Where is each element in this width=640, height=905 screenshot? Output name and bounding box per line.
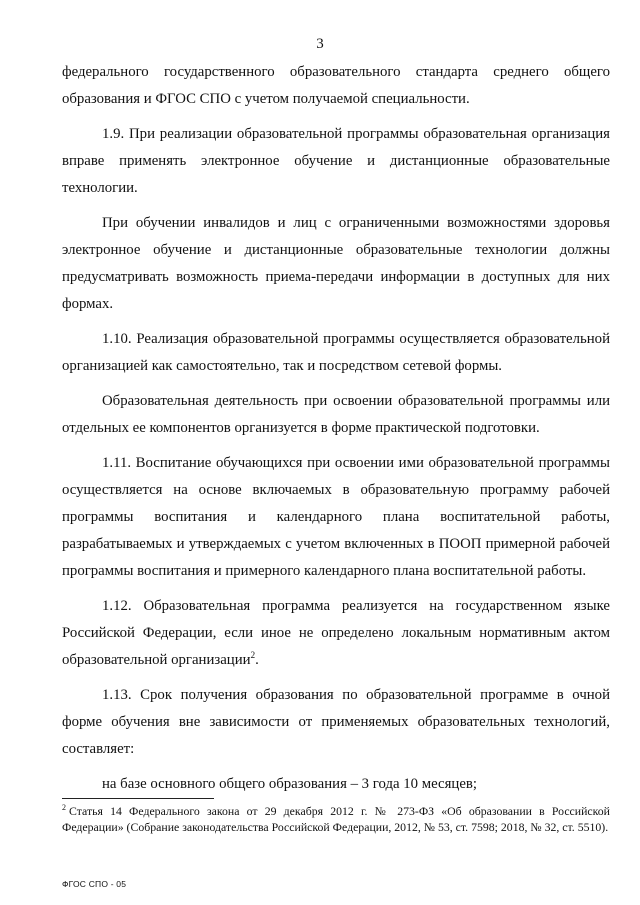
paragraph-practical-training: Образовательная деятельность при освоении образовательной программы или отдельных ее компонентов организуется в форме практической подготовки. [62,393,610,436]
footnote [62,803,610,835]
footnote-text: Статья 14 Федерального закона от 29 декабря 2012 г. № 273-ФЗ «Об образовании в Российской Федерации» (Собрание законодательства Российской Федерации, 2012, № 53, ст. 7598; 2018, № 32, ст. 5510). [62,804,610,834]
paragraph-study-duration: на базе основного общего образования – 3 года 10 месяцев; [102,776,478,792]
footnote-number: 2 [62,803,66,813]
paragraph-1-10: 1.10. Реализация образовательной программы осуществляется образовательной организацией как самостоятельно, так и посредством сетевой формы. [62,331,610,374]
document-code: ФГОС СПО - 05 [62,879,127,889]
document-body [62,59,610,806]
paragraph-1-12-text: 1.12. Образовательная программа реализуется на государственном языке Российской Федерации, если иное не определено локальным нормативным актом образовательной организации [62,598,610,668]
footnote-separator [62,798,214,799]
paragraph-disabled-persons: При обучении инвалидов и лиц с ограниченными возможностями здоровья электронное обучение и дистанционные образовательные технологии должны предусматривать возможность приема-передачи информации в доступных для них формах. [62,215,610,312]
paragraph-1-9: 1.9. При реализации образовательной программы образовательная организация вправе применять электронное обучение и дистанционные образовательные технологии. [62,126,610,196]
paragraph-fgos-continuation: федерального государственного образовательного стандарта среднего общего образования и ФГОС СПО с учетом получаемой специальности. [62,64,610,107]
paragraph-1-12-period: . [255,652,259,668]
paragraph-1-13: 1.13. Срок получения образования по образовательной программе в очной форме обучения вне зависимости от применяемых образовательных технологий, составляет: [62,687,610,757]
footnote-reference-mark[interactable]: 2 [250,650,256,661]
page-number: 3 [316,36,324,52]
paragraph-1-11: 1.11. Воспитание обучающихся при освоении ими образовательной программы осуществляется на основе включаемых в образовательную программу рабочей программы воспитания и календарного плана воспитательной работы, разрабатываемых и утверждаемых с учетом включенных в ПООП примерной рабочей программы воспитания и примерного календарного плана воспитательной работы. [62,455,610,579]
paragraph-1-12 [62,593,610,674]
